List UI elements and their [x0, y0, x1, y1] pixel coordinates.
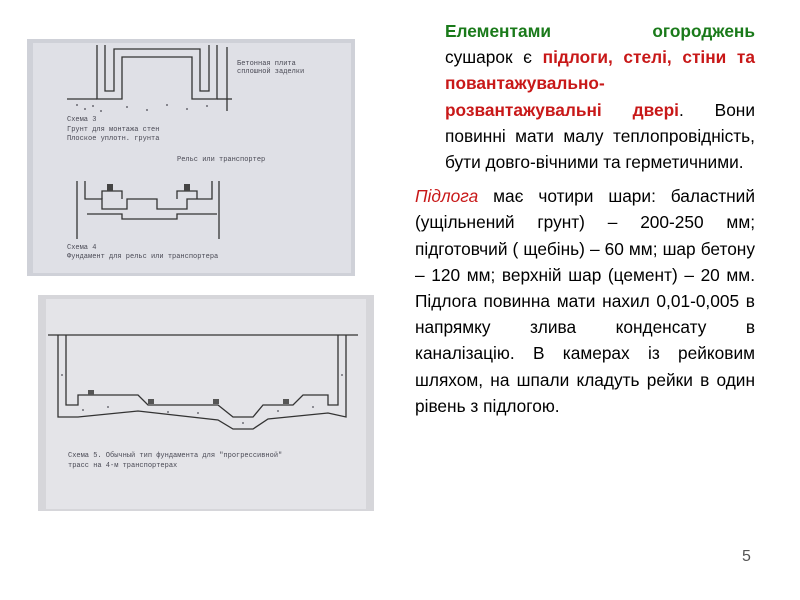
paragraph-2-lead: Підлога [415, 186, 479, 207]
paragraph-1-highlight: підлоги, стелі, стіни та повантажувально-розвантажувальні двері [445, 47, 755, 120]
svg-text:Грунт для монтажа стен: Грунт для монтажа стен [67, 126, 160, 134]
paragraph-2-body: має чотири шари: баластний (ущільнений грунт) – 200-250 мм; підготовчий ( щебінь) – 60 мм; шар бетону – 120 мм; верхній шар (цемент) – 20 мм. Підлога повинна мати нахил 0,01-0,005 в напрямку злива конденсату в каналізацію. В камерах із рейковим шляхом, на шпали кладуть рейки в один рівень з підлогою. [415, 186, 755, 416]
svg-text:Схема 5. Обычный тип фундамент: Схема 5. Обычный тип фундамента для "прогрессивной" [68, 452, 283, 460]
paragraph-1-lead: Елементами огороджень [445, 21, 755, 41]
foundation-drawing-photo-top [27, 39, 355, 276]
paragraph-2 [415, 183, 755, 419]
svg-text:Схема 4: Схема 4 [67, 244, 97, 252]
svg-text:Рельс или транспортер: Рельс или транспортер [177, 156, 266, 164]
svg-text:трасс на 4-м транспортерах: трасс на 4-м транспортерах [68, 462, 178, 470]
paragraph-1 [415, 18, 755, 175]
paragraph-1-text-1: сушарок є [445, 47, 543, 68]
main-text [415, 18, 755, 427]
svg-text:Схема 3: Схема 3 [67, 116, 97, 124]
svg-text:Плоское уплотн. грунта: Плоское уплотн. грунта [67, 135, 160, 143]
paragraph-1-text-2: . Вони повинні мати малу теплопровідність, бути довго-вічними та герметичними. [445, 99, 755, 173]
svg-text:Фундамент для рельс или трансп: Фундамент для рельс или транспортера [67, 253, 219, 261]
svg-text:Бетонная плита: Бетонная плита [237, 60, 296, 68]
floor-foundation-drawing-photo-bottom [38, 295, 374, 511]
page-number: 5 [742, 548, 751, 565]
svg-text:сплошной заделки: сплошной заделки [237, 68, 305, 76]
